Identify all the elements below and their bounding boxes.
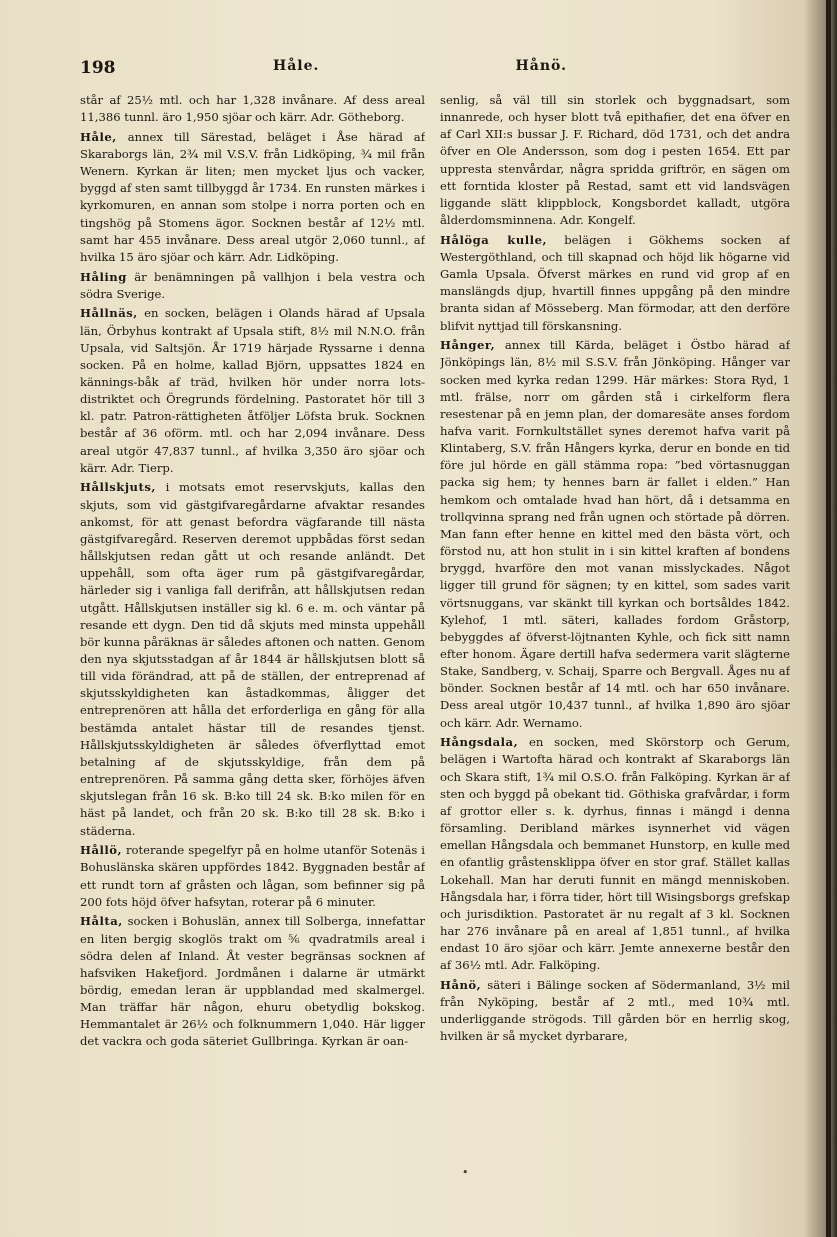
entry-headword: Hålta,	[80, 914, 123, 929]
entry-text: annex till Särestad, beläget i Åse härad af Skaraborgs län, 2¾ mil V.S.V. från Lidköping, ¾ mil från Wenern. Kyrkan är liten; men mycket ljus och vacker, byggd af sten samt tillbyggd år 1734. En runsten märkes i kyrkomuren, en annan som stolpe i norra porten och en tingshög på Stomens ägor. Socknen består af 12½ mtl. samt har 455 invånare. Dess areal utgör 2,060 tunnl., af hvilka 15 äro sjöar och kärr. Adr. Lidköping.	[80, 129, 425, 264]
entry-headword: Hållö,	[80, 843, 123, 858]
dictionary-entry	[80, 842, 425, 911]
ink-mark: •	[462, 1166, 469, 1179]
page-number: 198	[80, 58, 116, 78]
entry-headword: Håle,	[80, 129, 117, 144]
right-column	[440, 92, 790, 1202]
dictionary-entry	[80, 129, 425, 266]
dictionary-entry	[80, 92, 425, 126]
entry-text: socken i Bohuslän, annex till Solberga, innefattar en liten bergig skoglös trakt om ⅚ qvadratmils areal i södra delen af Inland. Åt vester begränsas socknen af hafsviken Hakefjord. Jordmånen i dalarne är utmärkt bördig, emedan leran är uppblandad med skalmergel. Man träffar här någon, ehuru obetydlig bokskog. Hemmantalet är 26½ och folknummern 1,040. Här ligger det vackra och goda säteriet Gullbringa. Kyrkan är oan-	[80, 914, 425, 1049]
left-running-title: Håle.	[273, 58, 320, 74]
page-edge-shadow	[826, 0, 831, 1237]
dictionary-entry	[440, 92, 790, 229]
entry-text: står af 25½ mtl. och har 1,328 invånare. Af dess areal 11,386 tunnl. äro 1,950 sjöar och kärr. Adr. Götheborg.	[80, 93, 425, 125]
entry-headword: Håling	[80, 269, 127, 284]
dictionary-entry	[440, 232, 790, 335]
entry-headword: Hånö,	[440, 977, 482, 992]
left-column	[80, 92, 425, 1202]
running-header	[80, 58, 757, 84]
dictionary-entry	[80, 305, 425, 477]
entry-headword: Hållnäs,	[80, 306, 138, 321]
dictionary-entry	[440, 977, 790, 1046]
entry-headword: Hångsdala,	[440, 735, 519, 750]
entry-text: annex till Kärda, beläget i Östbo härad af Jönköpings län, 8½ mil S.S.V. från Jönköping. Hånger var socken med kyrka redan 1299. Här märkes: Stora Ryd, 1 mtl. frälse, norr om gården stå i cirkelform flera resestenar på en jemn plan, der domaresäte anses fordom hafva varit. Fornkultstället synes deremot hafva varit på Klintaberg, S.V. från Hångers kyrka, derur en bonde en tid före jul hörde en gäll stämma ropa: ”bed vörtasnuggan packa sig hem; ty hennes barn är fallet i elden.” Han hemkom och omtalade hvad han hört, då i detsamma en trollqvinna sprang ned från ugnen och störtade på dörren. Man fann efter henne en kittel med den bästa vört, och förstod nu, att hon stulit in i sin kittel kraften af bondens bryggd, hvarföre den mot vanan misslyckades. Något ligger till grund för sägnen; ty en kittel, som sades varit vörtsnuggans, var skänkt till kyrkan och bortsåldes 1842. Kylehof, 1 mtl. säteri, kallades fordom Gråstorp, bebyggdes af öfverst-löjtnanten Kyhle, och fick sitt namn efter honom. Ägare dertill hafva sedermera varit slägterne Stake, Sandberg, v. Schaij, Sparre och Bergvall. Åges nu af bönder. Socknen består af 14 mtl. och har 650 invånare. Dess areal utgör 10,437 tunnl., af hvilka 1,890 äro sjöar och kärr. Adr. Wernamo.	[440, 338, 790, 730]
entry-text: en socken, belägen i Olands härad af Upsala län, Örbyhus kontrakt af Upsala stift, 8½ mil N.N.O. från Upsala, vid Saltsjön. År 1719 härjade Ryssarne i denna socken. På en holme, kallad Björn, uppsattes 1824 en kännings-båk af träd, hvilken hör under norra lots-distriktet och Öregrunds fördelning. Pastoratet hör till 3 kl. patr. Patron-rättigheten åtföljer Löfsta bruk. Socknen består af 36 oförm. mtl. och har 2,094 invånare. Dess areal utgör 47,837 tunnl., af hvilka 3,350 äro sjöar och kärr. Adr. Tierp.	[80, 306, 425, 475]
entry-text: säteri i Bälinge socken af Södermanland, 3½ mil från Nyköping, består af 2 mtl., med 10¾ mtl. underliggande strögods. Till gården bör en herrlig skog, hvilken är så mycket dyrbarare,	[440, 977, 790, 1044]
entry-text: roterande spegelfyr på en holme utanför Sotenäs i Bohuslänska skären uppfördes 1842. Byggnaden består af ett rundt torn af gråsten och lågan, som befinner sig på 200 fots höjd öfver hafsytan, roterar på 6 minuter.	[80, 843, 425, 909]
entry-text: är benämningen på vallhjon i bela vestra och södra Sverige.	[80, 269, 425, 301]
entry-text: senlig, så väl till sin storlek och byggnadsart, som innanrede, och hyser blott två epithafier, det ena öfver en af Carl XII:s bussar J. F. Richard, död 1731, och det andra öfver en Ole Andersson, som dog i pesten 1654. Ett par uppresta stenvårdar, några spridda griftrör, en sägen om ett forntida kloster på Restad, samt ett vid landsvägen liggande slätt klippblock, Kongsbordet kalladt, utgöra ålderdomsminnena. Adr. Kongelf.	[440, 93, 790, 228]
dictionary-entry	[440, 337, 790, 732]
right-running-title: Hånö.	[515, 58, 567, 74]
dictionary-entry	[80, 479, 425, 839]
entry-headword: Hållskjuts,	[80, 480, 156, 495]
entry-headword: Hånger,	[440, 338, 496, 353]
entry-headword: Hålöga kulle,	[440, 232, 547, 247]
entry-text: belägen i Gökhems socken af Westergöthland, och till skapnad och höjd lik högarne vid Gamla Upsala. Öfverst märkes en rund vid grop af en manslängds djup, hvartill finnes uppgång på den mindre branta sidan af Mösseberg. Man förmodar, att den derföre blifvit nyttjad till förskansning.	[440, 232, 790, 333]
dictionary-entry	[440, 734, 790, 974]
dictionary-entry	[80, 913, 425, 1050]
entry-text: en socken, med Skörstorp och Gerum, belägen i Wartofta härad och kontrakt af Skaraborgs län och Skara stift, 1¾ mil O.S.O. från Falköping. Kyrkan är af sten och byggd på obekant tid. Göthiska grafvårdar, i form af grottor eller s. k. dyrhus, finnas i mängd i denna församling. Deribland märkes isynnerhet vid vägen emellan Hångsdala och bemmanet Hunstorp, en kulle med en ofantlig gråstensklippa öfver en stor graf. Stället kallas Lokehall. Man har deruti funnit en mängd menniskoben. Hångsdala har, i förra tider, hört till Wisingsborgs grefskap och jurisdiktion. Pastoratet är nu regalt af 3 kl. Socknen har 276 invånare på en areal af 1,851 tunnl., af hvilka endast 10 äro sjöar och kärr. Jemte annexerne består den af 36½ mtl. Adr. Falköping.	[440, 735, 790, 973]
dictionary-entry	[80, 269, 425, 303]
entry-text: i motsats emot reservskjuts, kallas den skjuts, som vid gästgifvaregårdarne afvaktar resandes ankomst, för att genast befordra vägfarande till nästa gästgifvaregård. Reserven deremot uppbådas först sedan hållskjutsen redan gått ut och resande anländt. Det uppehåll, som ofta äger rum på gästgifvaregårdar, härleder sig i vanliga fall derifrån, att hållskjutsen redan utgått. Hållskjutsen inställer sig kl. 6 e. m. och väntar på resande ett dygn. Den tid då skjuts med minsta uppehåll bör kunna påräknas är således aftonen och natten. Genom den nya skjutsstadgan af år 1844 är hållskjutsen blott så till vida förändrad, att på de ställen, der entreprenad af skjutsskyldigheten kan åstadkommas, åligger det entreprenören att hålla det erforderliga en gång för alla bestämda antalet hästar till de resandes tjenst. Hållskjutsskyldigheten är således öfverflyttad emot betalning af de skjutsskyldige, från dem på entreprenören. På samma gång detta sker, förhöjes äfven skjutslegan från 16 sk. B:ko till 24 sk. B:ko milen för en häst på landet, och från 20 sk. B:ko till 28 sk. B:ko i städerna.	[80, 480, 425, 838]
